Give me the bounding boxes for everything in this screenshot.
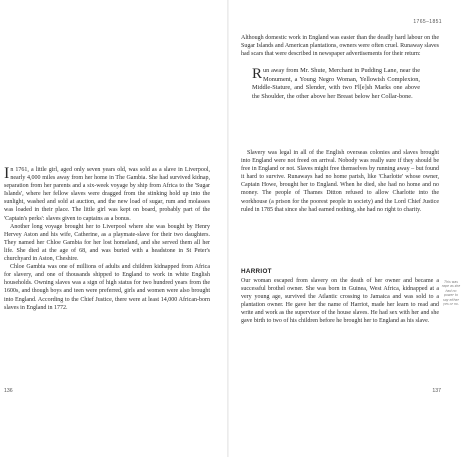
- drop-cap: I: [4, 165, 10, 182]
- page-number-right: 137: [432, 388, 441, 394]
- paragraph: Our woman escaped from slavery on the death of her owner and became a successful brothel owner. She was born in Guinea, West Africa, kidnapped at a very young age, survived the Atlantic crossing to Jamaica and was sold to a plantation owner. He gave her the name of Harriot, made her learn to read and write and work as the supervisor of the house slaves. He had sex with her and she gave birth to two of his children before he brought her to England as his slave.: [241, 278, 439, 325]
- slavery-law-paragraph: [241, 149, 439, 214]
- left-body-text: [4, 166, 210, 312]
- harriot-paragraph: [241, 277, 439, 326]
- running-head: 1765–1851: [413, 19, 442, 25]
- paragraph: Chloe Gambia was one of millions of adults and children kidnapped from Africa for slavery, and one of thousands shipped to England to work in white English households. Owning slaves was a sign of high status for two hundred years from the 1600s, and though boys and teen were preferred, girls and women were also brought into England. According to the Chief Justice, there were at least 14,000 African-born slaves in England in 1772.: [4, 264, 210, 311]
- left-page: [0, 0, 228, 457]
- intro-paragraph: [241, 34, 439, 58]
- quote-drop-cap: R: [252, 66, 263, 82]
- section-heading: HARRIOT: [241, 268, 272, 275]
- paragraph: Slavery was legal in all of the English overseas colonies and slaves brought into England were not freed on arrival. Nobody was really sure if they should be free in England or not. Slaves might free themselves by running away – but found it hard to survive. Runaways had no home parish, like 'Charlotte' whose owner, Captain Howe, brought her to England. When he died, she had no home and no money. The people of Thames Ditton refused to allow Charlotte into the workhouse (a prison for the poorest people in society) and the Lord Chief Justice ruled in 1785 that since she had earned nothing, she had no right to charity.: [241, 150, 439, 213]
- margin-note: This was rape as she had no power to say either yes or no.: [441, 280, 461, 307]
- opening-paragraph-text: n 1761, a little girl, aged only seven years old, was sold as a slave in Liverpool, nearly 4,000 miles away from her home in The Gambia. She had survived kidnap, separation from her parents and a six-week voyage by ship from Africa to the 'Sugar Islands', where her fellow slaves were dragged from the stinking hold up into the sunlight, washed and sold at auction, and the new load of sugar, rum and molasses was loaded in their place. The little girl was kept on board, probably part of the 'Captain's perks': slaves given to captains as a bonus.: [4, 167, 210, 222]
- page-number-left: 136: [4, 388, 13, 394]
- quote-text: un away from Mr. Shute, Merchant in Pudding Lane, near the Monument, a Young Negro Woman, Yellowish Complexion, Middle-Stature, and Slender, with two Fl[e]sh Marks one above the Shoulder, the other above her Breast below her Collar-bone.: [252, 67, 420, 100]
- opening-paragraph: [4, 166, 210, 223]
- runaway-advert-quote: [252, 67, 420, 101]
- paragraph: Although domestic work in England was easier than the deadly hard labour on the Sugar Islands and American plantations, owners were often cruel. Runaway slaves had scars that were described in newspaper advertisements for their return:: [241, 35, 439, 58]
- right-page: [229, 0, 461, 457]
- paragraph: Another long voyage brought her to Liverpool where she was bought by Henry Hervey Aston and his wife, Catherine, as a playmate-slave for their two daughters. They named her Chloe Gambia for her lost homeland, and she served them all her life. She died at the age of 68, and was buried with a headstone in St Peter's churchyard in Aston, Cheshire.: [4, 223, 210, 263]
